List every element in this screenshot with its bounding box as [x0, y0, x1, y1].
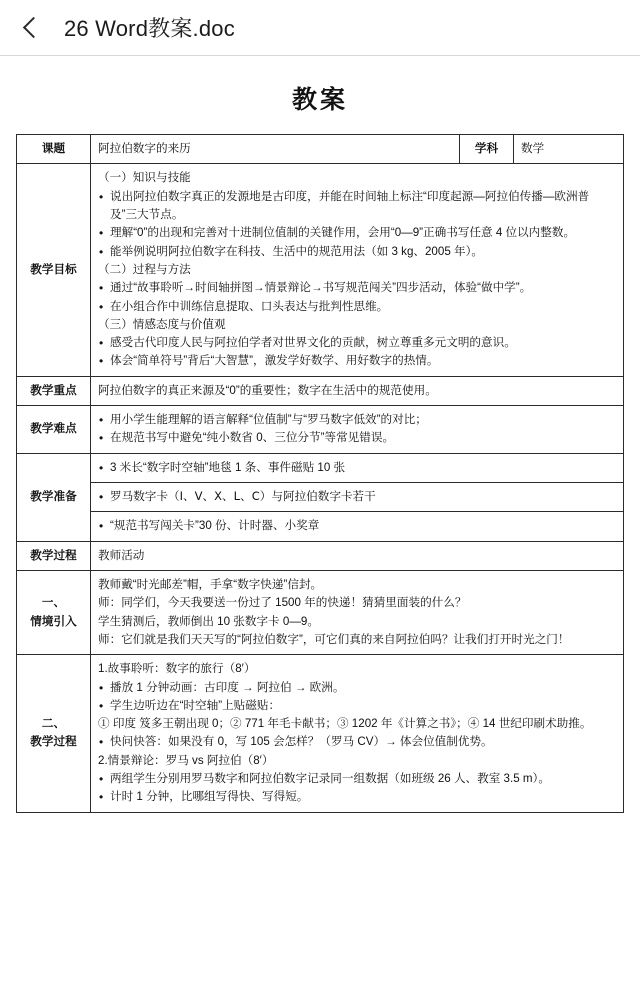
list-item: • 两组学生分别用罗马数字和阿拉伯数字记录同一组数据（如班级 26 人、教室 3.5 m）。 [98, 770, 616, 788]
lesson-plan-heading: 教案 [291, 85, 348, 114]
cell-difficulty-label: 教学难点 [17, 406, 91, 454]
cell-objectives-value [91, 164, 624, 376]
list-item: • 罗马数字卡（Ⅰ、Ⅴ、Ⅹ、Ⅼ、Ⅽ）与阿拉伯数字卡若干 [98, 488, 616, 506]
chevron-left-icon [22, 17, 43, 38]
cell-step2-label [17, 655, 91, 813]
table-row-key-points [17, 376, 624, 405]
step2-numline-2: 2.情景辩论：罗马 vs 阿拉伯（8′） [98, 753, 274, 767]
lesson-plan-table [16, 134, 624, 813]
list-item: • 在小组合作中训练信息提取、口头表达与批判性思维。 [98, 298, 616, 316]
prep-list-3 [98, 517, 616, 535]
table-row-topic [17, 135, 624, 164]
list-item: • 通过“故事聆听→时间轴拼图→情景辩论→书写规范闯关”四步活动，体验“做中学”。 [98, 279, 616, 297]
objectives-list-1 [98, 188, 616, 261]
list-item: • 快问快答：如果没有 0，写 105 会怎样？（罗马 CV）→ 体会位值制优势。 [98, 733, 616, 751]
cell-key-value: 阿拉伯数字的真正来源及“0”的重要性；数字在生活中的规范使用。 [91, 376, 624, 405]
step1-line-2: 师：同学们，今天我要送一份过了 1500 年的快递！猜猜里面装的什么？ [98, 596, 467, 610]
cell-key-label: 教学重点 [17, 376, 91, 405]
cell-prep-value-1 [91, 453, 624, 482]
cell-process-label: 教学过程 [17, 541, 91, 570]
cell-subject-label: 学科 [460, 135, 514, 164]
objectives-head-2: （二）过程与方法 [98, 262, 191, 276]
prep-list-2 [98, 488, 616, 506]
step2-list-3 [98, 770, 616, 807]
back-button[interactable] [12, 7, 54, 49]
list-item: • 播放 1 分钟动画：古印度 → 阿拉伯 → 欧洲。 [98, 679, 616, 697]
list-item: • “规范书写闯关卡”30 份、计时器、小奖章 [98, 517, 616, 535]
step1-line-3: 学生猜测后，教师倒出 10 张数字卡 0—9。 [98, 614, 319, 628]
list-item: • 3 米长“数字时空轴”地毯 1 条、事件磁贴 10 张 [98, 459, 616, 477]
table-row-process-header [17, 541, 624, 570]
cell-step1-value [91, 570, 624, 654]
list-item: • 学生边听边在“时空轴”上贴磁贴： [98, 697, 616, 715]
cell-process-value: 教师活动 [91, 541, 624, 570]
table-row-step1 [17, 570, 624, 654]
table-row-difficulties [17, 406, 624, 454]
objectives-head-1: （一）知识与技能 [98, 171, 191, 185]
list-item: • 用小学生能理解的语言解释“位值制”与“罗马数字低效”的对比； [98, 411, 616, 429]
objectives-list-2 [98, 279, 616, 316]
step1-label-line1: 一、 情境引入 [30, 596, 77, 628]
table-row-prep-2 [17, 483, 624, 512]
cell-objectives-label: 教学目标 [17, 164, 91, 376]
cell-topic-label: 课题 [17, 135, 91, 164]
table-row-prep-1 [17, 453, 624, 482]
step1-line-4: 师：它们就是我们天天写的“阿拉伯数字”，可它们真的来自阿拉伯吗？让我们打开时光之门！ [98, 632, 570, 646]
cell-subject-value: 数学 [514, 135, 624, 164]
cell-step1-label [17, 570, 91, 654]
cell-prep-label: 教学准备 [17, 453, 91, 541]
list-item: • 说出阿拉伯数字真正的发源地是古印度，并能在时间轴上标注“印度起源—阿拉伯传播—欧洲普及”三大节点。 [98, 188, 616, 225]
step2-list-1 [98, 679, 616, 716]
list-item: • 体会“简单符号”背后“大智慧”，激发学好数学、用好数字的热情。 [98, 352, 616, 370]
step2-plain-1: ① 印度 笈多王朝出现 0；② 771 年毛卡献书；③ 1202 年《计算之书》；④ 14 世纪印刷术助推。 [98, 717, 592, 731]
cell-topic-value: 阿拉伯数字的来历 [91, 135, 460, 164]
step2-numline-1: 1.故事聆听：数字的旅行（8′） [98, 662, 256, 676]
table-row-objectives [17, 164, 624, 376]
app-header [0, 0, 640, 56]
list-item: • 能举例说明阿拉伯数字在科技、生活中的规范用法（如 3 kg、2005 年）。 [98, 243, 616, 261]
difficulty-list [98, 411, 616, 448]
table-row-prep-3 [17, 512, 624, 541]
table-row-step2 [17, 655, 624, 813]
prep-list-1 [98, 459, 616, 477]
document-body [0, 56, 640, 813]
list-item: • 理解“0”的出现和完善对十进制位值制的关键作用，会用“0—9”正确书写任意 4 位以内整数。 [98, 224, 616, 242]
step2-label-line1: 二、 教学过程 [30, 717, 77, 749]
cell-prep-value-2 [91, 483, 624, 512]
list-item: • 在规范书写中避免“纯小数省 0、三位分节”等常见错误。 [98, 429, 616, 447]
cell-step2-value [91, 655, 624, 813]
step1-line-1: 教师戴“时光邮差”帽，手拿“数字快递”信封。 [98, 577, 323, 591]
cell-prep-value-3 [91, 512, 624, 541]
cell-difficulty-value [91, 406, 624, 454]
list-item: • 计时 1 分钟，比哪组写得快、写得短。 [98, 788, 616, 806]
list-item: • 感受古代印度人民与阿拉伯学者对世界文化的贡献，树立尊重多元文明的意识。 [98, 334, 616, 352]
objectives-list-3 [98, 334, 616, 371]
objectives-head-3: （三）情感态度与价值观 [98, 317, 226, 331]
step2-list-2 [98, 733, 616, 751]
document-title: 26 Word教案.doc [64, 16, 235, 41]
